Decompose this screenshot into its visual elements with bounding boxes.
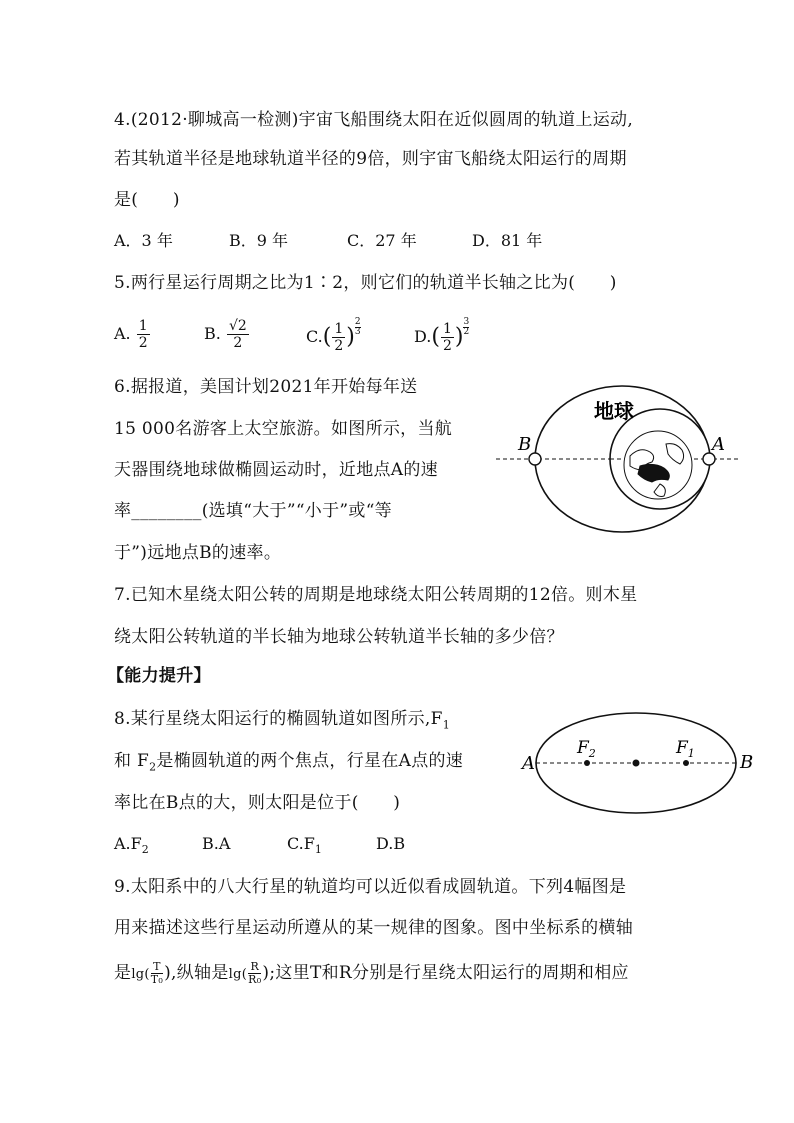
q4-option-a: A．3 年 (114, 231, 173, 250)
right-paren: ) (346, 324, 355, 350)
q6-orbit-figure (490, 382, 750, 550)
q5-line-1: 5.两行星运行周期之比为1∶2，则它们的轨道半长轴之比为( ) (114, 273, 617, 293)
fraction-denominator: 2 (138, 335, 148, 351)
q6-line-4: 率________(选填“大于”“小于”或“等 (114, 501, 392, 521)
q6-line-2: 15 000名游客上太空旅游。如图所示，当航 (114, 419, 453, 439)
q8-line-1-text: 8.某行星绕太阳运行的椭圆轨道如图所示,F (114, 709, 443, 729)
q9-line-3-middle: ),纵轴是 (164, 963, 229, 983)
q5-option-d-exponent (463, 318, 469, 337)
center-dot (633, 760, 640, 767)
q5-option-c (306, 318, 361, 354)
q8-option-c (287, 832, 322, 862)
earth-label: 地球 (594, 399, 634, 423)
q4-line-2: 若其轨道半径是地球轨道半径的9倍，则宇宙飞船绕太阳运行的周期 (114, 149, 627, 169)
q8-line-3: 率比在B点的大，则太阳是位于( ) (114, 793, 401, 813)
q5-option-b-letter: B. (204, 324, 221, 343)
q5-option-b (204, 318, 250, 351)
q5-option-a (114, 318, 151, 351)
focus-f1-dot (683, 760, 689, 766)
point-b-label: B (518, 434, 532, 455)
focus-f2-letter: F (577, 738, 589, 758)
left-paren: ( (322, 324, 332, 350)
fraction-denominator: R₀ (248, 973, 262, 986)
q5-option-c-fraction (332, 321, 345, 354)
focus-f2-dot (584, 760, 590, 766)
q5-option-c-letter: C. (306, 327, 323, 346)
q9-line-2: 用来描述这些行星运动所遵从的某一规律的图象。图中坐标系的横轴 (114, 918, 633, 938)
q8-ellipse-figure (516, 708, 778, 820)
q7-line-2: 绕太阳公转轨道的半长轴为地球公转轨道半长轴的多少倍？ (114, 627, 564, 647)
q4-option-d: D．81 年 (472, 231, 543, 250)
lg-r-prefix: lg( (228, 967, 248, 982)
focus-f1-subscript: 1 (687, 747, 695, 760)
q8-line-1 (114, 706, 450, 738)
q6-line-5: 于”)远地点B的速率。 (114, 543, 282, 563)
q8-option-d (376, 832, 405, 856)
exponent-denominator: 2 (463, 327, 470, 337)
t-over-t0-fraction (151, 961, 163, 986)
exponent-denominator: 3 (354, 327, 361, 337)
q5-option-a-fraction (137, 318, 150, 351)
q8-line-2-prefix: 和 F (114, 751, 150, 771)
focus-f2-label (576, 738, 596, 760)
fraction-numerator: R (250, 960, 260, 973)
point-a-label: A (522, 753, 535, 774)
q8-option-a-text: A.F (114, 834, 142, 853)
q9-line-1: 9.太阳系中的八大行星的轨道均可以近似看成圆轨道。下列4幅图是 (114, 877, 627, 897)
q8-option-b-text: B.A (202, 834, 231, 853)
fraction-numerator: 1 (442, 321, 452, 337)
q5-option-c-exponent (355, 318, 361, 337)
q8-line-2-text: 是椭圆轨道的两个焦点，行星在A点的速 (156, 751, 464, 771)
right-paren: ) (454, 324, 464, 350)
q9-line-3-suffix: );这里T和R分别是行星绕太阳运行的周期和相应 (262, 963, 629, 983)
q5-option-a-letter: A. (114, 324, 131, 343)
q4-option-b: B．9 年 (229, 231, 289, 250)
q6-line-3: 天器围绕地球做椭圆运动时，近地点A的速 (114, 460, 438, 480)
fraction-numerator: √2 (228, 318, 247, 334)
exponent-numerator: 3 (463, 317, 470, 327)
q4-line-3: 是( ) (114, 190, 180, 210)
q8-option-a-subscript: 2 (141, 843, 149, 857)
fraction-numerator: 1 (334, 321, 344, 337)
q5-option-d-fraction (441, 321, 454, 354)
q9-line-3-prefix: 是 (114, 963, 132, 983)
q8-option-b (202, 832, 230, 856)
fraction-denominator: 2 (233, 335, 243, 351)
fraction-numerator: 1 (138, 318, 148, 334)
earth-globe-icon (624, 431, 692, 499)
q4-option-c: C．27 年 (347, 231, 417, 250)
exponent-numerator: 2 (354, 317, 361, 327)
fraction-denominator: T₀ (150, 973, 164, 986)
fraction-numerator: T (153, 960, 161, 973)
q8-line-2-subscript: 2 (149, 760, 157, 774)
left-paren: ( (431, 324, 440, 350)
q8-line-1-subscript: 1 (442, 718, 451, 732)
q5-option-d-letter: D. (414, 327, 432, 346)
q8-option-c-subscript: 1 (314, 843, 322, 857)
focus-f1-label (675, 738, 695, 760)
q4-line-1: 4.(2012·聊城高一检测)宇宙飞船围绕太阳在近似圆周的轨道上运动, (114, 110, 634, 130)
q8-option-c-text: C.F (287, 834, 315, 853)
r-over-r0-fraction (248, 961, 261, 986)
fraction-denominator: 2 (334, 338, 344, 354)
section-heading: 【能力提升】 (107, 666, 211, 686)
q8-line-2 (114, 748, 463, 780)
lg-t-prefix: lg( (131, 967, 150, 982)
q5-option-d (414, 318, 469, 354)
q8-option-a (114, 832, 149, 862)
q9-line-3 (114, 960, 629, 988)
q5-option-b-fraction (227, 318, 249, 351)
q8-option-d-text: D.B (376, 834, 406, 853)
q7-line-1: 7.已知木星绕太阳公转的周期是地球绕太阳公转周期的12倍。则木星 (114, 585, 638, 605)
q6-line-1: 6.据报道，美国计划2021年开始每年送 (114, 377, 418, 397)
point-b-label: B (740, 752, 754, 773)
fraction-denominator: 2 (442, 338, 452, 354)
focus-f1-letter: F (676, 738, 688, 758)
focus-f2-subscript: 2 (588, 747, 596, 760)
point-a-label: A (712, 434, 725, 455)
